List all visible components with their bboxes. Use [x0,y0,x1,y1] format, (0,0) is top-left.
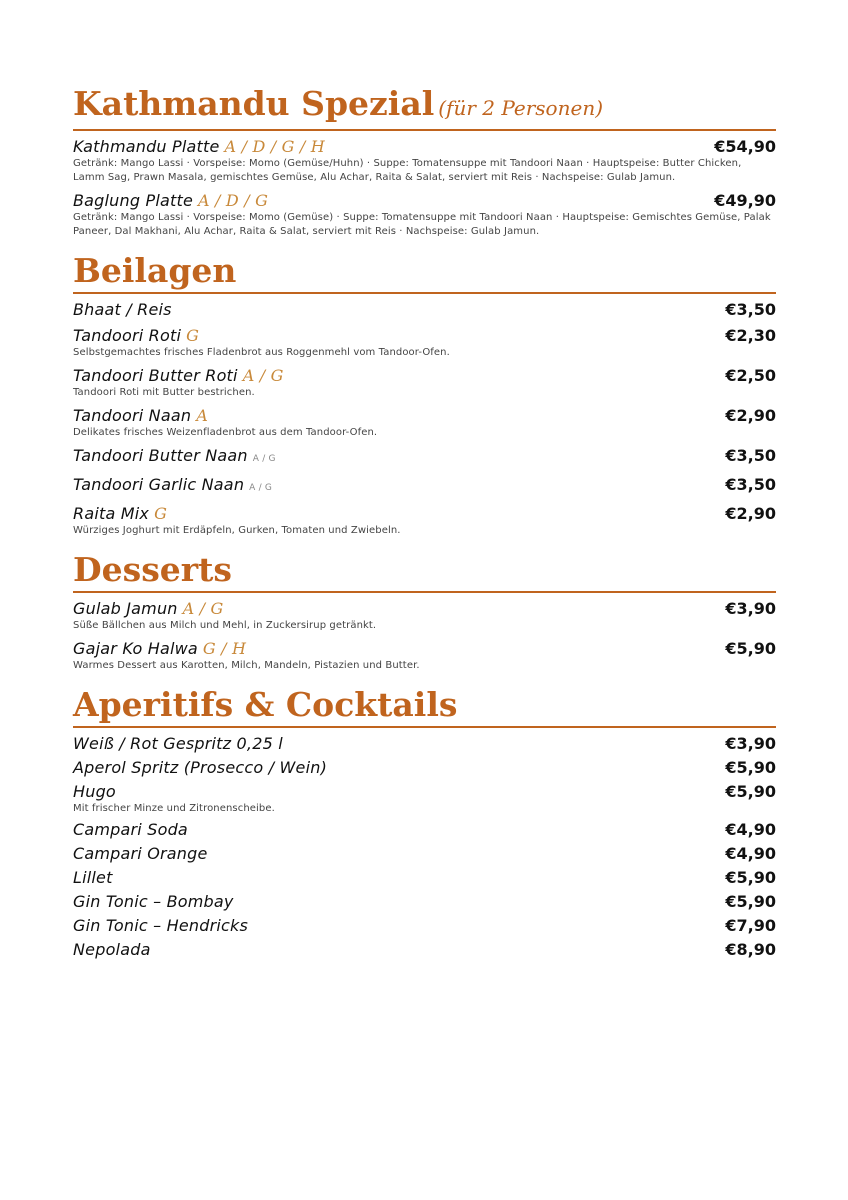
item-price: €2,30 [725,326,776,345]
menu-item [73,599,776,633]
item-price: €2,90 [725,504,776,523]
menu-item [73,734,776,754]
allergen-codes: G / H [202,639,247,658]
item-name: Campari Soda [73,820,188,839]
menu-item [73,844,776,864]
item-price: €54,90 [714,137,776,156]
allergen-codes: A / G [242,366,284,385]
menu-item [73,782,776,816]
section-desserts [73,550,776,673]
item-price: €5,90 [725,782,776,801]
item-name: Bhaat / Reis [73,300,172,319]
item-description: Süße Bällchen aus Milch und Mehl, in Zuckersirup getränkt. [73,620,377,631]
item-name: Lillet [73,868,113,887]
allergen-codes: A / G [249,483,273,493]
menu-item [73,916,776,936]
item-price: €7,90 [725,916,776,935]
item-price: €5,90 [725,758,776,777]
section-title: Beilagen [73,251,776,294]
item-description: Warmes Dessert aus Karotten, Milch, Mandeln, Pistazien und Butter. [73,660,420,671]
allergen-codes: A / D / G [198,191,269,210]
menu-item [73,326,776,360]
menu-item [73,758,776,778]
allergen-codes: A / G [252,454,276,464]
menu-item [73,137,776,185]
item-name: Gulab Jamun A / G [73,599,224,618]
item-price: €3,50 [725,475,776,494]
section-aperitifs-cocktails [73,685,776,960]
item-description: Tandoori Roti mit Butter bestrichen. [73,387,255,398]
item-name: Tandoori Garlic Naan A / G [73,475,273,494]
menu-item [73,504,776,538]
menu-item [73,475,776,498]
menu-item [73,366,776,400]
menu-item [73,446,776,469]
item-price: €5,90 [725,639,776,658]
item-price: €2,50 [725,366,776,385]
item-name: Aperol Spritz (Prosecco / Wein) [73,758,328,777]
menu-item [73,892,776,912]
item-name: Tandoori Naan A [73,406,208,425]
item-description: Getränk: Mango Lassi · Vorspeise: Momo (Gemüse/Huhn) · Suppe: Tomatensuppe mit Tandoori Naan · Hauptspeise: Butter Chicken, Lamm Sag, Prawn Masala, gemischtes Gemüse, Alu Achar, Raita & Salat, serviert mit Reis · Nachspeise: Gulab Jamun. [73,158,742,183]
item-description: Getränk: Mango Lassi · Vorspeise: Momo (Gemüse) · Suppe: Tomatensuppe mit Tandoori Naan · Hauptspeise: Gemischtes Gemüse, Palak Paneer, Dal Makhani, Alu Achar, Raita & Salat, serviert mit Reis · Nachspeise: Gulab Jamun. [73,212,771,237]
allergen-codes: A [196,406,208,425]
item-name: Gin Tonic – Bombay [73,892,234,911]
item-description: Mit frischer Minze und Zitronenscheibe. [73,803,275,814]
allergen-codes: G [186,326,200,345]
section-title: Aperitifs & Cocktails [73,685,776,728]
section-subtitle: (für 2 Personen) [438,96,603,120]
section-title-text: Kathmandu Spezial [73,84,435,123]
item-name: Tandoori Butter Roti A / G [73,366,284,385]
allergen-codes: A / D / G / H [224,137,325,156]
item-description: Würziges Joghurt mit Erdäpfeln, Gurken, Tomaten und Zwiebeln. [73,525,401,536]
menu-item [73,300,776,320]
item-price: €49,90 [714,191,776,210]
item-price: €3,90 [725,734,776,753]
item-price: €3,90 [725,599,776,618]
item-price: €4,90 [725,820,776,839]
section-title: Desserts [73,550,776,593]
menu-item [73,820,776,840]
item-name: Tandoori Roti G [73,326,200,345]
item-name: Weiß / Rot Gespritz 0,25 l [73,734,283,753]
menu-item [73,191,776,239]
item-price: €4,90 [725,844,776,863]
item-description: Selbstgemachtes frisches Fladenbrot aus Roggenmehl vom Tandoor-Ofen. [73,347,450,358]
item-price: €5,90 [725,868,776,887]
item-name: Raita Mix G [73,504,168,523]
section-kathmandu-spezial [73,84,776,239]
allergen-codes: G [154,504,168,523]
menu-page [73,84,776,972]
item-price: €3,50 [725,300,776,319]
item-name: Tandoori Butter Naan A / G [73,446,276,465]
menu-item [73,639,776,673]
allergen-codes: A / G [182,599,224,618]
item-name: Gin Tonic – Hendricks [73,916,249,935]
item-name: Kathmandu Platte A / D / G / H [73,137,325,156]
menu-item [73,868,776,888]
item-price: €5,90 [725,892,776,911]
item-name: Hugo [73,782,116,801]
section-beilagen [73,251,776,538]
item-price: €2,90 [725,406,776,425]
item-name: Campari Orange [73,844,208,863]
section-title [73,84,776,131]
item-price: €8,90 [725,940,776,959]
item-price: €3,50 [725,446,776,465]
item-name: Nepolada [73,940,151,959]
menu-item [73,406,776,440]
item-description: Delikates frisches Weizenfladenbrot aus dem Tandoor-Ofen. [73,427,378,438]
item-name: Gajar Ko Halwa G / H [73,639,247,658]
menu-item [73,940,776,960]
item-name: Baglung Platte A / D / G [73,191,269,210]
